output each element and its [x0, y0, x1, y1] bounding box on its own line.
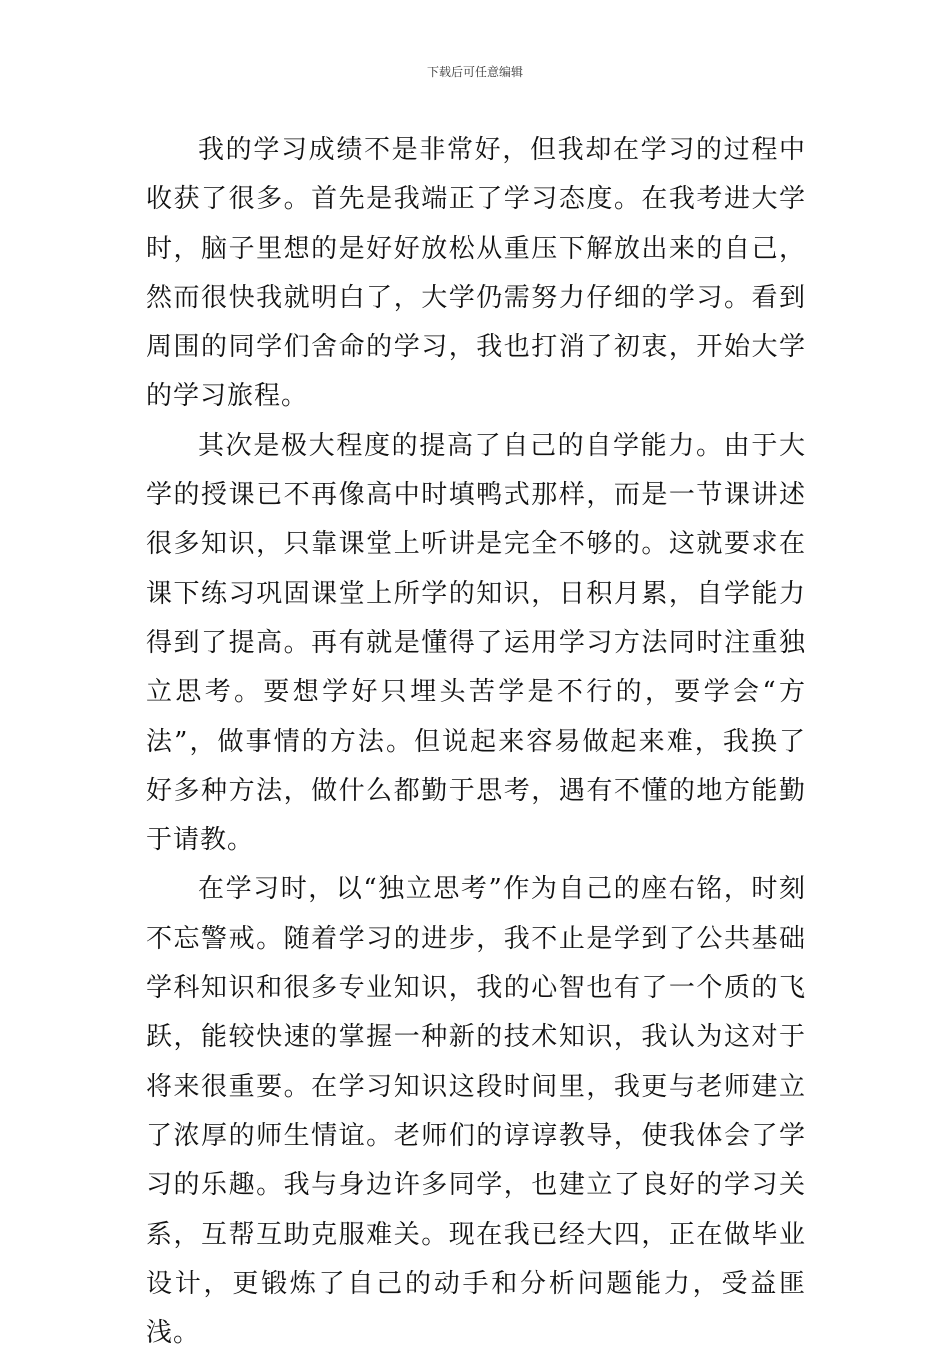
header-note: 下载后可任意编辑 [426, 65, 523, 79]
paragraph-3: 在学习时，以“独立思考”作为自己的座右铭，时刻不忘警戒。随着学习的进步，我不止是学到了公共基础学科知识和很多专业知识，我的心智也有了一个质的飞跃，能较快速的掌握一种新的技术知识，我认为这对于将来很重要。在学习知识这段时间里，我更与老师建立了浓厚的师生情谊。老师们的谆谆教导，使我体会了学习的乐趣。我与身边许多同学，也建立了良好的学习关系，互帮互助克服难关。现在我已经大四，正在做毕业设计，更锻炼了自己的动手和分析问题能力，受益匪浅。 [146, 874, 806, 1349]
paragraph-1: 我的学习成绩不是非常好，但我却在学习的过程中收获了很多。首先是我端正了学习态度。在我考进大学时，脑子里想的是好好放松从重压下解放出来的自己，然而很快我就明白了，大学仍需努力仔细的学习。看到周围的同学们舍命的学习，我也打消了初衷，开始大学的学习旅程。 [146, 135, 806, 412]
document-body [146, 126, 806, 1358]
paragraph-2: 其次是极大程度的提高了自己的自学能力。由于大学的授课已不再像高中时填鸭式那样，而是一节课讲述很多知识，只靠课堂上听讲是完全不够的。这就要求在课下练习巩固课堂上所学的知识，日积月累，自学能力得到了提高。再有就是懂得了运用学习方法同时注重独立思考。要想学好只埋头苦学是不行的，要学会“方法”，做事情的方法。但说起来容易做起来难，我换了好多种方法，做什么都勤于思考，遇有不懂的地方能勤于请教。 [146, 430, 806, 856]
